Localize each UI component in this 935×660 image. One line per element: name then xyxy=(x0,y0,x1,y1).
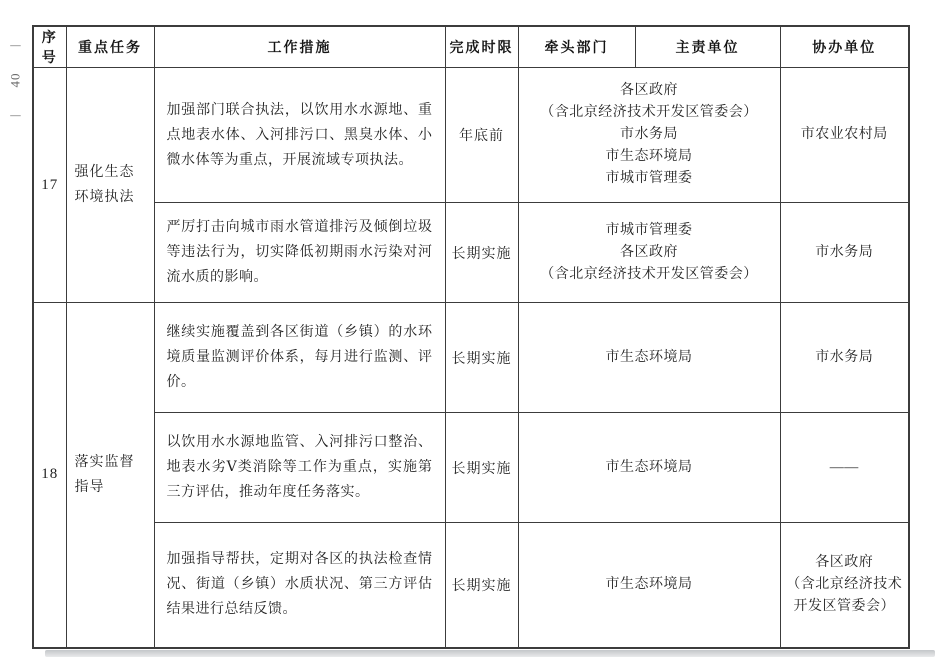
responsible-line: （含北京经济技术开发区管委会） xyxy=(540,266,758,282)
responsible-line: 市生态环境局 xyxy=(605,349,693,365)
responsible-cell xyxy=(518,303,780,413)
table-header-row xyxy=(33,26,909,68)
responsible-line: 各区政府 xyxy=(620,83,678,98)
deadline-cell: 长期实施 xyxy=(445,523,518,648)
assisting-cell xyxy=(780,523,909,648)
table-row xyxy=(33,303,909,413)
measure-cell xyxy=(154,68,445,203)
deadline-cell: 长期实施 xyxy=(445,203,518,303)
page-number: 40 xyxy=(7,72,22,88)
measure-cell xyxy=(154,203,445,303)
task-assignment-table xyxy=(32,25,910,649)
assisting-cell xyxy=(780,303,909,413)
assisting-cell xyxy=(780,68,909,203)
col-header-lead-department: 牵头部门 xyxy=(518,26,635,68)
assisting-dash: —— xyxy=(829,459,859,475)
assisting-line: 各区政府 xyxy=(815,554,874,570)
assisting-line: 市水务局 xyxy=(815,244,874,260)
col-header-key-task: 重点任务 xyxy=(66,26,154,68)
row-serial-18: 18 xyxy=(33,303,66,648)
responsible-line: 市生态环境局 xyxy=(605,576,693,592)
assisting-line: 市农业农村局 xyxy=(800,127,888,142)
responsible-line: 市生态环境局 xyxy=(605,149,693,164)
key-task-18 xyxy=(66,303,154,648)
responsible-line: 市城市管理委 xyxy=(605,222,693,238)
key-task-label: 落实监督指导 xyxy=(74,454,135,495)
deadline-cell: 长期实施 xyxy=(445,413,518,523)
assisting-cell xyxy=(780,203,909,303)
assisting-line: （含北京经济技术 xyxy=(786,576,903,592)
responsible-line: 各区政府 xyxy=(620,244,678,260)
responsible-line: 市城市管理委 xyxy=(605,171,693,186)
key-task-label: 强化生态环境执法 xyxy=(74,165,135,205)
responsible-cell xyxy=(518,68,780,203)
col-header-deadline: 完成时限 xyxy=(445,26,518,68)
col-header-work-measure: 工作措施 xyxy=(154,26,445,68)
row-serial-17: 17 xyxy=(33,68,66,303)
assisting-line: 市水务局 xyxy=(815,349,874,365)
measure-text: 加强部门联合执法，以饮用水水源地、重点地表水体、入河排污口、黑臭水体、小微水体等为重点，开展流域专项执法。 xyxy=(166,102,433,168)
key-task-17 xyxy=(66,68,154,303)
measure-text: 严厉打击向城市雨水管道排污及倾倒垃圾等违法行为，切实降低初期雨水污染对河流水质的影响。 xyxy=(166,220,433,285)
table-row xyxy=(33,523,909,648)
responsible-line: （含北京经济技术开发区管委会） xyxy=(540,105,758,120)
measure-text: 继续实施覆盖到各区街道（乡镇）的水环境质量监测评价体系，每月进行监测、评价。 xyxy=(166,325,433,390)
responsible-line: 市生态环境局 xyxy=(605,459,693,475)
col-header-assisting-unit: 协办单位 xyxy=(780,26,909,68)
table-row xyxy=(33,68,909,203)
measure-cell xyxy=(154,523,445,648)
table-row xyxy=(33,203,909,303)
assisting-cell xyxy=(780,413,909,523)
measure-cell xyxy=(154,303,445,413)
responsible-cell xyxy=(518,413,780,523)
table-row xyxy=(33,413,909,523)
measure-text: 加强指导帮扶，定期对各区的执法检查情况、街道（乡镇）水质状况、第三方评估结果进行总结反馈。 xyxy=(166,552,433,618)
responsible-line: 市水务局 xyxy=(620,127,678,142)
assisting-line: 开发区管委会） xyxy=(793,598,895,614)
measure-text: 以饮用水水源地监管、入河排污口整治、地表水劣Ⅴ类消除等工作为重点，实施第三方评估，推动年度任务落实。 xyxy=(166,435,433,500)
col-header-responsible-unit: 主责单位 xyxy=(635,26,780,68)
responsible-cell xyxy=(518,203,780,303)
page-number-dash-top: — xyxy=(9,37,21,52)
measure-cell xyxy=(154,413,445,523)
deadline-cell: 长期实施 xyxy=(445,303,518,413)
deadline-cell: 年底前 xyxy=(445,68,518,203)
page-number-dash-bottom: — xyxy=(9,107,21,122)
page-number-sidebar xyxy=(2,37,28,122)
responsible-cell xyxy=(518,523,780,648)
col-header-serial: 序号 xyxy=(33,26,66,68)
page-scan-shadow xyxy=(45,650,935,657)
